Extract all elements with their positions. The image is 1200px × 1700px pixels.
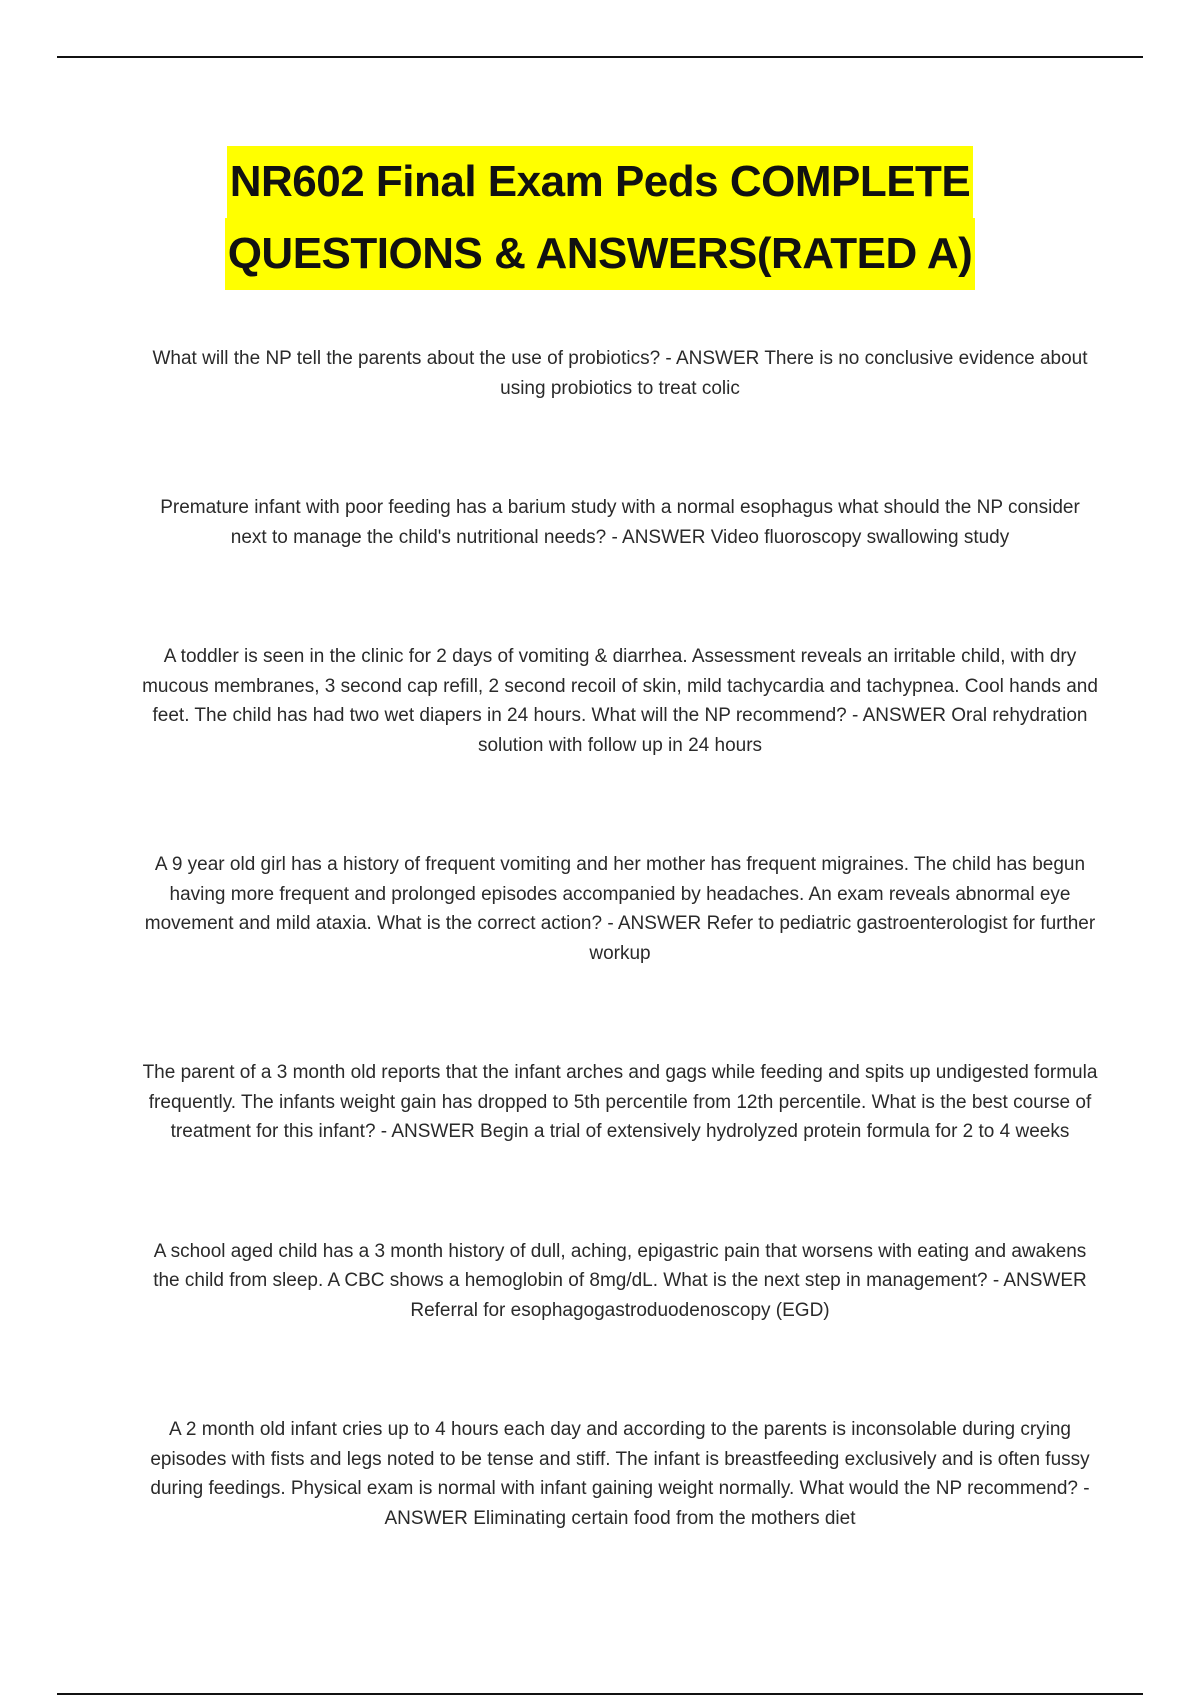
answer-text: Refer to pediatric gastroenterologist for further workup <box>589 913 1096 964</box>
answer-text: Begin a trial of extensively hydrolyzed protein formula for 2 to 4 weeks <box>480 1121 1070 1142</box>
answer-separator: - ANSWER <box>602 913 707 934</box>
qa-list <box>140 344 1100 1623</box>
question-text: Premature infant with poor feeding has a barium study with a normal esophagus what should the NP consider next to manage the child's nutritional needs? <box>160 497 1080 548</box>
qa-item <box>140 1415 1100 1533</box>
question-text: A 9 year old girl has a history of frequent vomiting and her mother has frequent migraines. The child has begun having more frequent and prolonged episodes accompanied by headaches. An exam reveals abnormal eye movement and mild ataxia. What is the correct action? <box>144 854 1086 934</box>
question-text: A 2 month old infant cries up to 4 hours each day and according to the parents is inconsolable during crying episodes with fists and legs noted to be tense and stiff. The infant is breastfeeding exclusively and is often fussy during feedings. Physical exam is normal with infant gaining weight normally. What would the NP recommend? <box>150 1419 1090 1499</box>
title-line-1: NR602 Final Exam Peds COMPLETE <box>227 146 974 218</box>
qa-item <box>140 493 1100 552</box>
answer-text: Eliminating certain food from the mothers diet <box>473 1507 856 1529</box>
answer-separator: - ANSWER <box>375 1121 481 1142</box>
answer-separator: - ANSWER <box>987 1270 1087 1291</box>
answer-separator: - ANSWER <box>384 1478 1090 1529</box>
qa-item <box>140 642 1100 760</box>
qa-item <box>140 344 1100 403</box>
title-line-2: QUESTIONS & ANSWERS(RATED A) <box>225 218 976 290</box>
answer-text: Oral rehydration solution with follow up in 24 hours <box>477 705 1088 756</box>
top-rule <box>57 56 1143 58</box>
answer-separator: - ANSWER <box>846 705 952 726</box>
qa-item <box>140 1237 1100 1326</box>
answer-text: There is no conclusive evidence about using probiotics to treat colic <box>500 348 1088 399</box>
qa-item <box>140 1058 1100 1147</box>
answer-text: Video fluoroscopy swallowing study <box>710 526 1010 548</box>
document-title <box>0 146 1200 290</box>
question-text: What will the NP tell the parents about the use of probiotics? <box>152 348 661 369</box>
bottom-rule <box>57 1693 1143 1695</box>
question-text: A school aged child has a 3 month history of dull, aching, epigastric pain that worsens with eating and awakens the child from sleep. A CBC shows a hemoglobin of 8mg/dL. What is the next step in management? <box>153 1240 1087 1291</box>
question-text: The parent of a 3 month old reports that the infant arches and gags while feeding and spits up undigested formula frequently. The infants weight gain has dropped to 5th percentile from 12th percentile. What is the best course of treatment for this infant? <box>142 1062 1098 1142</box>
qa-item <box>140 850 1100 968</box>
answer-separator: - ANSWER <box>606 526 711 548</box>
question-text: A toddler is seen in the clinic for 2 days of vomiting & diarrhea. Assessment reveals an irritable child, with dry mucous membranes, 3 second cap refill, 2 second recoil of skin, mild tachycardia and tachypnea. Cool hands and feet. The child has had two wet diapers in 24 hours. What will the NP recommend? <box>142 646 1098 726</box>
answer-text: Referral for esophagogastroduodenoscopy (EGD) <box>410 1299 830 1321</box>
answer-separator: - ANSWER <box>660 348 765 369</box>
